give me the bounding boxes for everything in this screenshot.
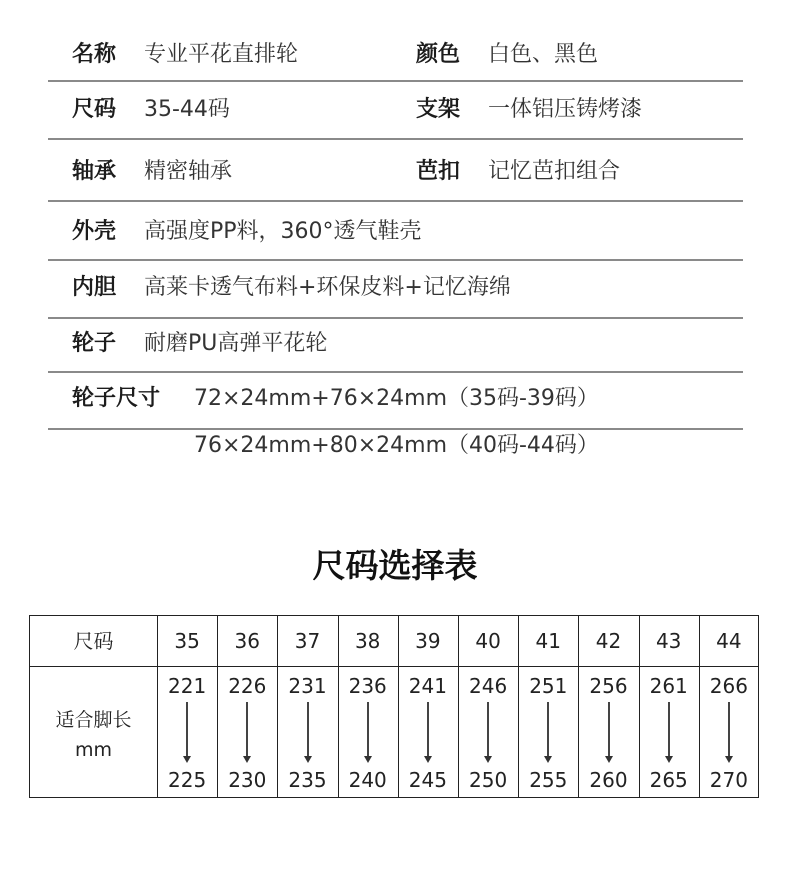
foot-max-41: 255 — [529, 768, 568, 792]
spec-row-wheel — [48, 319, 743, 373]
arrow-down-icon — [243, 756, 251, 763]
frame-value: 一体铝压铸烤漆 — [488, 97, 643, 122]
foot-length-label: 适合脚长 — [55, 709, 132, 731]
liner-value: 高莱卡透气布料+环保皮料+记忆海绵 — [144, 275, 511, 300]
spec-table — [48, 30, 743, 430]
foot-min-36: 226 — [228, 674, 267, 698]
arrow-shaft — [367, 702, 369, 756]
foot-min-38: 236 — [348, 674, 387, 698]
arrow-shaft — [186, 702, 188, 756]
arrow-down-icon — [484, 756, 492, 763]
foot-min-44: 266 — [709, 674, 748, 698]
wheel-size-label: 轮子尺寸 — [72, 386, 161, 411]
color-label: 颜色 — [416, 42, 461, 67]
foot-min-39: 241 — [408, 674, 447, 698]
bearing-value: 精密轴承 — [144, 159, 233, 184]
size-header-label: 尺码 — [73, 629, 114, 653]
size-35: 35 — [174, 629, 200, 653]
size-40: 40 — [475, 629, 501, 653]
arrow-down-icon — [183, 756, 191, 763]
size-37: 37 — [294, 629, 321, 653]
foot-min-40: 246 — [469, 674, 508, 698]
size-42: 42 — [595, 629, 622, 653]
foot-max-39: 245 — [408, 768, 447, 792]
arrow-shaft — [668, 702, 670, 756]
spec-row-shell — [48, 202, 743, 261]
foot-min-41: 251 — [529, 674, 568, 698]
spec-row-name — [48, 30, 743, 82]
name-label: 名称 — [72, 42, 117, 67]
arrow-down-icon — [544, 756, 552, 763]
size-38: 38 — [354, 629, 381, 653]
arrow-down-icon — [665, 756, 673, 763]
size-44: 44 — [716, 629, 742, 653]
foot-max-43: 265 — [649, 768, 688, 792]
foot-max-37: 235 — [288, 768, 327, 792]
shell-label: 外壳 — [72, 219, 117, 244]
buckle-label: 芭扣 — [416, 159, 461, 184]
arrow-down-icon — [424, 756, 432, 763]
spec-row-wheel-size — [48, 373, 743, 430]
arrow-shaft — [608, 702, 610, 756]
arrow-shaft — [307, 702, 309, 756]
bearing-label: 轴承 — [72, 159, 117, 184]
foot-max-44: 270 — [709, 768, 748, 792]
arrow-shaft — [246, 702, 248, 756]
frame-label: 支架 — [416, 97, 461, 122]
foot-max-42: 260 — [589, 768, 628, 792]
foot-min-37: 231 — [288, 674, 327, 698]
shell-value: 高强度PP料，360°透气鞋壳 — [144, 219, 422, 244]
buckle-value: 记忆芭扣组合 — [488, 159, 621, 184]
size-41: 41 — [535, 629, 561, 653]
size-value: 35-44码 — [144, 97, 230, 122]
size-36: 36 — [234, 629, 260, 653]
foot-min-42: 256 — [589, 674, 628, 698]
wheel-size-value-2: 76×24mm+80×24mm（40码-44码） — [194, 433, 599, 458]
arrow-down-icon — [304, 756, 312, 763]
size-43: 43 — [655, 629, 682, 653]
arrow-down-icon — [725, 756, 733, 763]
arrow-down-icon — [605, 756, 613, 763]
spec-row-liner — [48, 261, 743, 319]
spec-row-size — [48, 82, 743, 140]
arrow-down-icon — [364, 756, 372, 763]
arrow-shaft — [547, 702, 549, 756]
foot-max-36: 230 — [228, 768, 267, 792]
wheel-size-value-1: 72×24mm+76×24mm（35码-39码） — [194, 386, 599, 411]
liner-label: 内胆 — [72, 275, 117, 300]
foot-max-38: 240 — [348, 768, 387, 792]
size-chart-table — [29, 615, 759, 798]
foot-length-unit: mm — [74, 739, 113, 761]
color-value: 白色、黑色 — [488, 42, 599, 67]
size-chart-title: 尺码选择表 — [312, 546, 478, 585]
wheel-value: 耐磨PU高弹平花轮 — [144, 331, 328, 356]
foot-max-40: 250 — [469, 768, 508, 792]
name-value: 专业平花直排轮 — [144, 42, 299, 67]
size-39: 39 — [415, 629, 441, 653]
arrow-shaft — [728, 702, 730, 756]
arrow-shaft — [487, 702, 489, 756]
foot-max-35: 225 — [168, 768, 207, 792]
foot-min-43: 261 — [649, 674, 688, 698]
arrow-shaft — [427, 702, 429, 756]
wheel-label: 轮子 — [72, 331, 117, 356]
size-label: 尺码 — [72, 97, 117, 122]
foot-min-35: 221 — [168, 674, 207, 698]
spec-row-bearing — [48, 140, 743, 202]
